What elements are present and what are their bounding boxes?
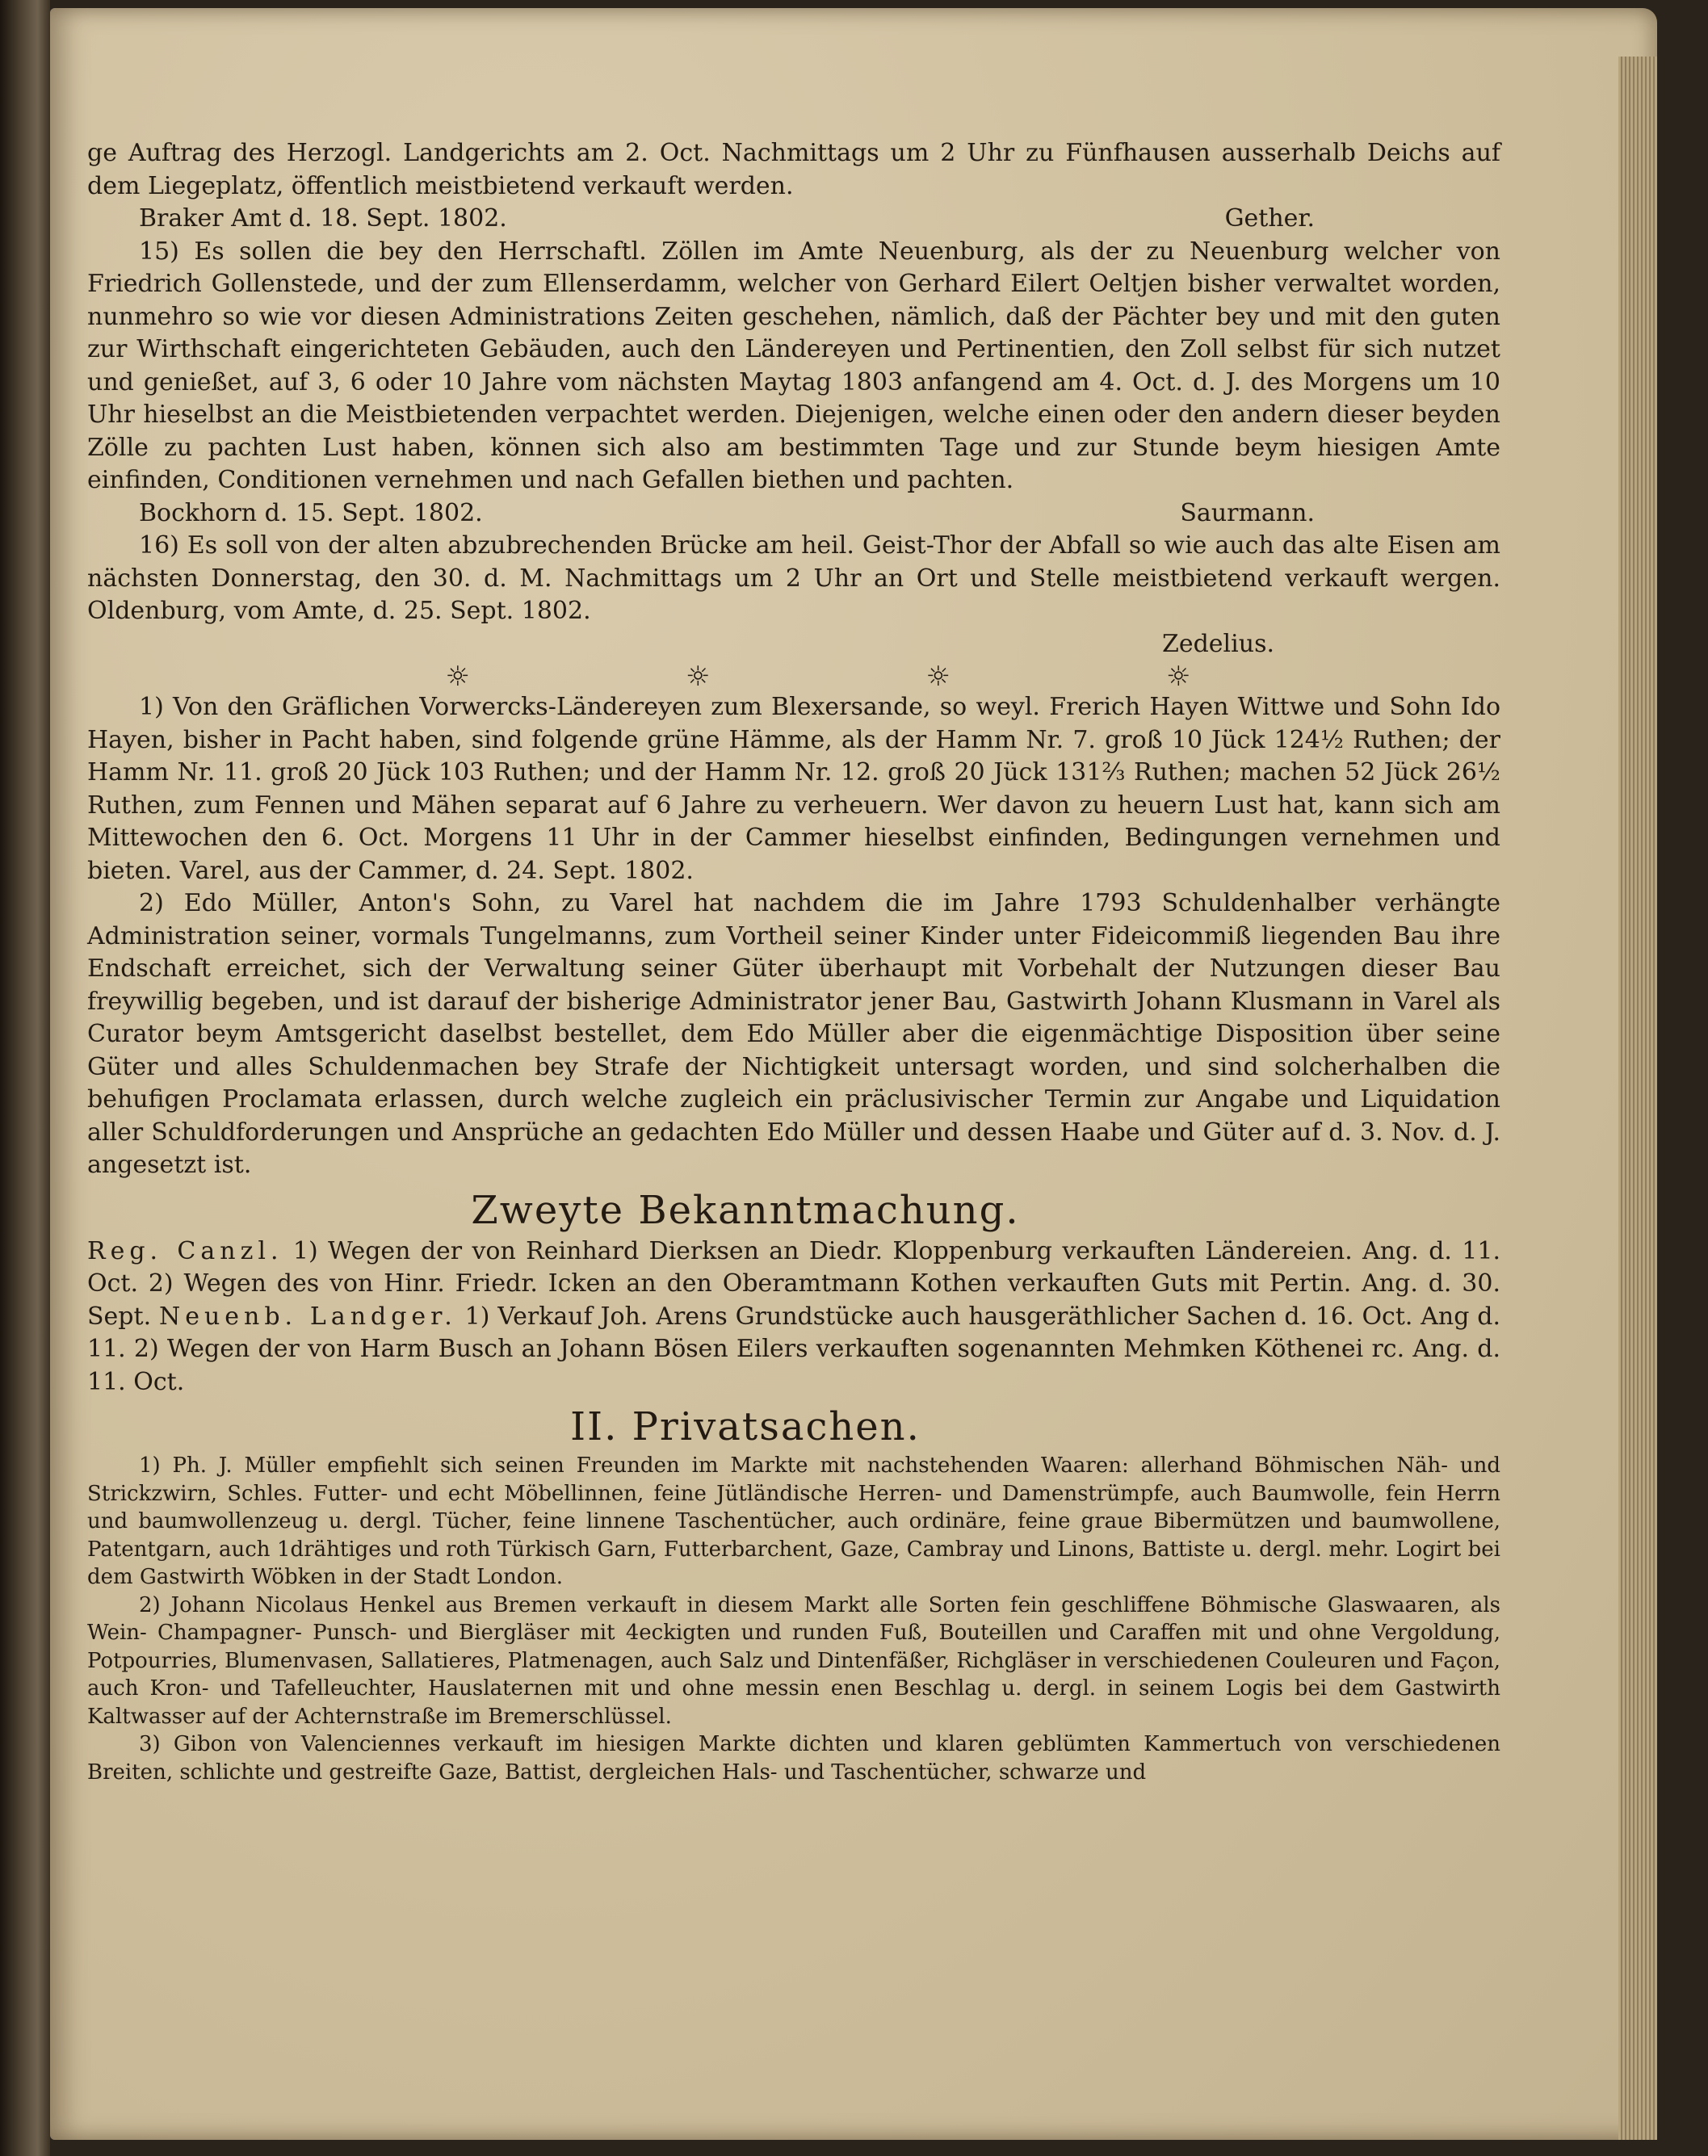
signature-name-3: Zedelius. xyxy=(1162,629,1274,658)
sun-ornament-icon: ☼ xyxy=(925,661,951,693)
section-heading-zweyte: Zweyte Bekanntmachung. xyxy=(471,1187,1020,1233)
section-heading-privatsachen: II. Privatsachen. xyxy=(570,1404,921,1449)
private-notice-2: 2) Johann Nicolaus Henkel aus Bremen verkauft in diesem Markt alle Sorten fein geschliffene Böhmische Glaswaaren, als Wein- Champagner- Punsch- und Biergläser mit 4eckigten und runden Fuß, Bouteillen und Caraffen mit und ohne Vergoldung, Potpourries, Blumenvasen, Sallatieres, Platmenagen, auch Salz und Dintenfäßer, Richgläser in verschiedenen Couleuren und Façon, auch Kron- und Tafelleuchter, Hauslaternen mit und ohne messin enen Beschlag u. dergl. in seinem Logis bei dem Gastwirth Kaltwasser auf der Achternstraße im Bremerschlüssel. xyxy=(87,1592,1500,1729)
zweyte-announcements xyxy=(87,1235,1500,1399)
landger-label: Neuenb. Landger. xyxy=(158,1302,457,1331)
book-spine xyxy=(0,0,50,2156)
signature-place-2: Bockhorn d. 15. Sept. 1802. xyxy=(139,498,483,527)
varel-notice-2: 2) Edo Müller, Anton's Sohn, zu Varel hat nachdem die im Jahre 1793 Schuldenhalber verhängte Administration seiner, vormals Tungelmanns, zum Vortheil seiner Kinder unter Fideicommiß liegenden Bau ihre Endschaft erreichet, sich der Verwaltung seiner Güter überhaupt mit Vorbehalt der Nutzungen dieser Bau freywillig begeben, und ist darauf der bisherige Administrator jener Bau, Gastwirth Johann Klusmann in Varel als Curator beym Amtsgericht daselbst bestellet, dem Edo Müller aber die eigenmächtige Disposition über seine Güter und alles Schuldenmachen bey Strafe der Nichtigkeit untersagt worden, und sind solcherhalben die behufigen Proclamata erlassen, durch welche zugleich ein präclusivischer Termin zur Angabe und Liquidation aller Schuldforderungen und Ansprüche an gedachten Edo Müller und dessen Haabe und Güter auf d. 3. Nov. d. J. angesetzt ist. xyxy=(87,889,1500,1179)
reg-canzl-label: Reg. Canzl. xyxy=(87,1236,283,1265)
page-text xyxy=(87,137,1500,1786)
page-edge xyxy=(1618,57,1657,2140)
signature-name-2: Saurmann. xyxy=(1180,498,1315,527)
private-notice-1: 1) Ph. J. Müller empfiehlt sich seinen Freunden im Markte mit nachstehenden Waaren: allerhand Böhmischen Näh- und Strickzwirn, Schles. Futter- und echt Möbellinnen, feine Jütländische Herren- und Damenstrümpfe, auch Baumwolle, fein Herrn und baumwollenzeug u. dergl. Tücher, feine linnene Taschentücher, auch ordinäre, feine graue Bibermützen und baumwollene, Patentgarn, auch 1drähtiges und roth Türkisch Garn, Futterbarchent, Gaze, Cambray und Linons, Battiste u. dergl. mehr. Logirt bei dem Gastwirth Wöbken in der Stadt London. xyxy=(87,1453,1500,1589)
signature-line-1 xyxy=(87,203,1500,236)
signature-name-1: Gether. xyxy=(1224,204,1315,233)
landger-text: 1) Verkauf Joh. Arens Grundstücke auch hausgeräthlicher Sachen d. 16. Oct. Ang d. 11. 2) Wegen der von Harm Busch an Johann Bösen Eilers verkauften sogenannten Mehmken Köthenei rc. Ang. d. 11. Oct. xyxy=(87,1302,1501,1396)
varel-notice-1: 1) Von den Gräflichen Vorwercks-Ländereyen zum Blexersande, so weyl. Frerich Hayen Wittwe und Sohn Ido Hayen, bisher in Pacht haben, sind folgende grüne Hämme, als der Hamm Nr. 7. groß 10 Jück 124½ Ruthen; der Hamm Nr. 11. groß 20 Jück 103 Ruthen; und der Hamm Nr. 12. groß 20 Jück 131⅔ Ruthen; machen 52 Jück 26½ Ruthen, zum Fennen und Mähen separat auf 6 Jahre zu verheuern. Wer davon zu heuern Lust hat, kann sich am Mittewochen den 6. Oct. Morgens 11 Uhr in der Cammer hieselbst einfinden, Bedingungen vernehmen und bieten. Varel, aus der Cammer, d. 24. Sept. 1802. xyxy=(87,693,1500,885)
signature-line-2 xyxy=(87,497,1500,531)
intro-paragraph: ge Auftrag des Herzogl. Landgerichts am 2. Oct. Nachmittags um 2 Uhr zu Fünfhausen ausserhalb Deichs auf dem Liegeplatz, öffentlich meistbietend verkauft werden. xyxy=(87,139,1500,200)
notice-16: 16) Es soll von der alten abzubrechenden Brücke am heil. Geist-Thor der Abfall so wie auch das alte Eisen am nächsten Donnerstag, den 30. d. M. Nachmittags um 2 Uhr an Ort und Stelle meistbietend verkauft wergen. Oldenburg, vom Amte, d. 25. Sept. 1802. xyxy=(87,531,1500,625)
ornament-row xyxy=(87,662,1500,691)
reg-canzl-text: 1) Wegen der von Reinhard Dierksen an Diedr. Kloppenburg verkauften Ländereien. Ang. d. 11. Oct. 2) Wegen des von Hinr. Friedr. Icken an den Oberamtmann Kothen verkauften Guts mit Pertin. Ang. d. 30. Sept. xyxy=(87,1236,1500,1331)
document-page xyxy=(50,8,1657,2140)
sun-ornament-icon: ☼ xyxy=(1166,661,1191,693)
signature-place-1: Braker Amt d. 18. Sept. 1802. xyxy=(139,204,507,233)
sun-ornament-icon: ☼ xyxy=(445,661,470,693)
private-notice-3: 3) Gibon von Valenciennes verkauft im hiesigen Markte dichten und klaren geblümten Kammertuch von verschiedenen Breiten, schlichte und gestreifte Gaze, Battist, dergleichen Hals- und Taschentücher, schwarze und xyxy=(87,1732,1500,1785)
notice-15: 15) Es sollen die bey den Herrschaftl. Zöllen im Amte Neuenburg, als der zu Neuenburg welcher von Friedrich Gollenstede, und der zum Ellenserdamm, welcher von Gerhard Eilert Oeltjen bisher verwaltet worden, nunmehro so wie vor diesen Administrations Zeiten geschehen, nämlich, daß der Pächter bey und mit den guten zur Wirthschaft eingerichteten Gebäuden, auch den Ländereyen und Pertinentien, den Zoll selbst für sich nutzet und genießet, auf 3, 6 oder 10 Jahre vom nächsten Maytag 1803 anfangend am 4. Oct. d. J. des Morgens um 10 Uhr hieselbst an die Meistbietenden verpachtet werden. Diejenigen, welche einen oder den andern dieser beyden Zölle zu pachten Lust haben, können sich also am bestimmten Tage und zur Stunde beym hiesigen Amte einfinden, Conditionen vernehmen und nach Gefallen biethen und pachten. xyxy=(87,237,1500,494)
sun-ornament-icon: ☼ xyxy=(686,661,711,693)
